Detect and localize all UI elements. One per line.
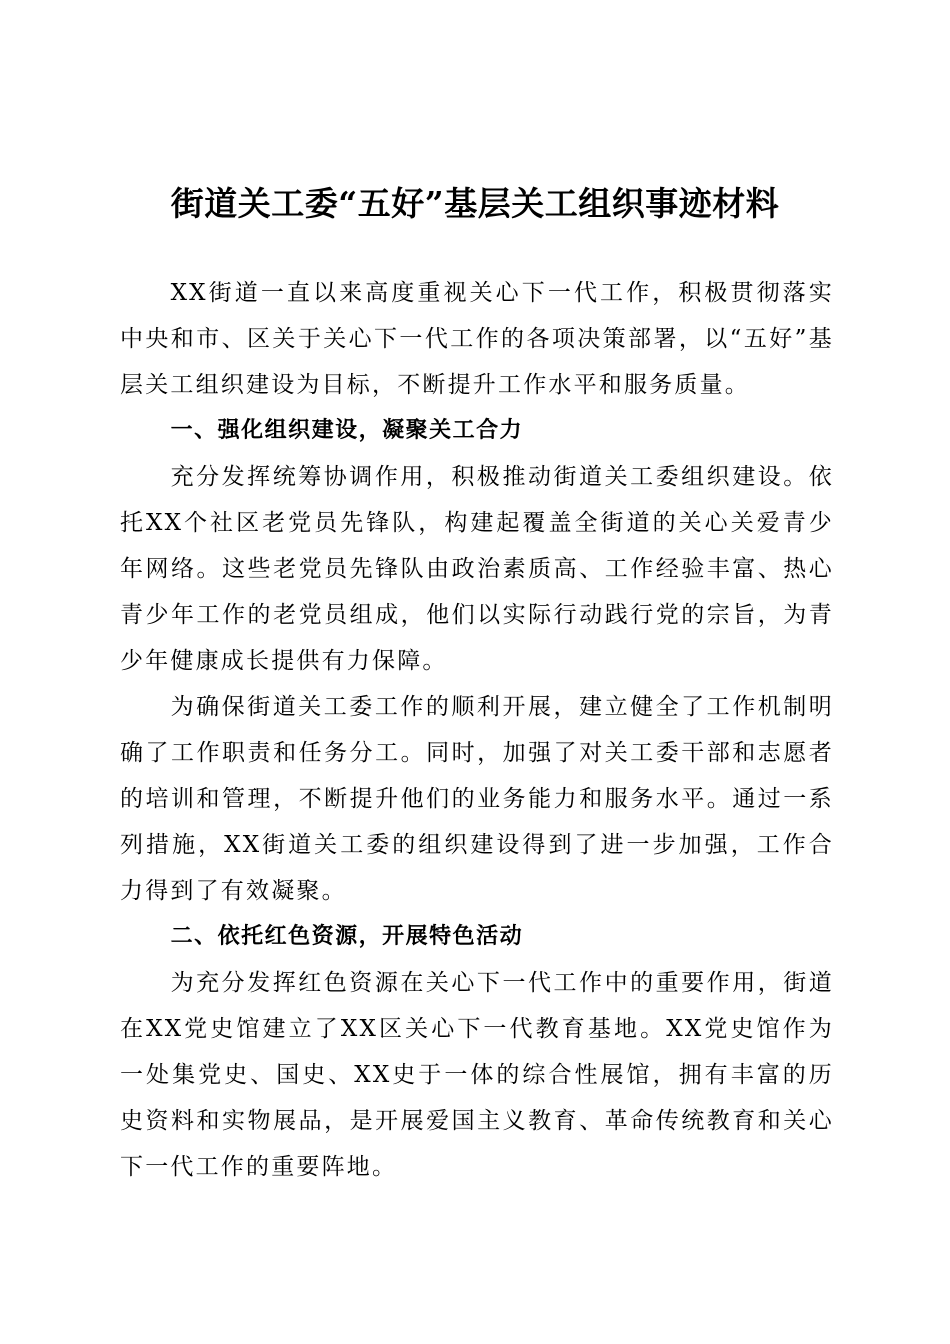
section-paragraph: 为确保街道关工委工作的顺利开展，建立健全了工作机制明确了工作职责和任务分工。同时，加强了对关工委干部和志愿者的培训和管理，不断提升他们的业务能力和服务水平。通过一系列措施，XX街道关工委的组织建设得到了进一步加强，工作合力得到了有效凝聚。 (120, 694, 834, 904)
section-paragraph: 为充分发挥红色资源在关心下一代工作中的重要作用，街道在XX党史馆建立了XX区关心下一代教育基地。XX党史馆作为一处集党史、国史、XX史于一体的综合性展馆，拥有丰富的历史资料和实物展品，是开展爱国主义教育、革命传统教育和关心下一代工作的重要阵地。 (120, 970, 834, 1180)
document-body (120, 270, 834, 1190)
section-heading: 一、强化组织建设，凝聚关工合力 (170, 418, 524, 443)
section-heading: 二、依托红色资源，开展特色活动 (170, 924, 524, 949)
section-2 (120, 914, 834, 1190)
section-1 (120, 408, 834, 914)
document-title: 街道关工委“五好”基层关工组织事迹材料 (170, 184, 780, 223)
section-paragraph: 充分发挥统筹协调作用，积极推动街道关工委组织建设。依托XX个社区老党员先锋队，构建起覆盖全街道的关心关爱青少年网络。这些老党员先锋队由政治素质高、工作经验丰富、热心青少年工作的老党员组成，他们以实际行动践行党的宗旨，为青少年健康成长提供有力保障。 (120, 464, 834, 674)
intro-paragraph: XX街道一直以来高度重视关心下一代工作，积极贯彻落实中央和市、区关于关心下一代工作的各项决策部署，以“五好”基层关工组织建设为目标，不断提升工作水平和服务质量。 (120, 280, 834, 398)
